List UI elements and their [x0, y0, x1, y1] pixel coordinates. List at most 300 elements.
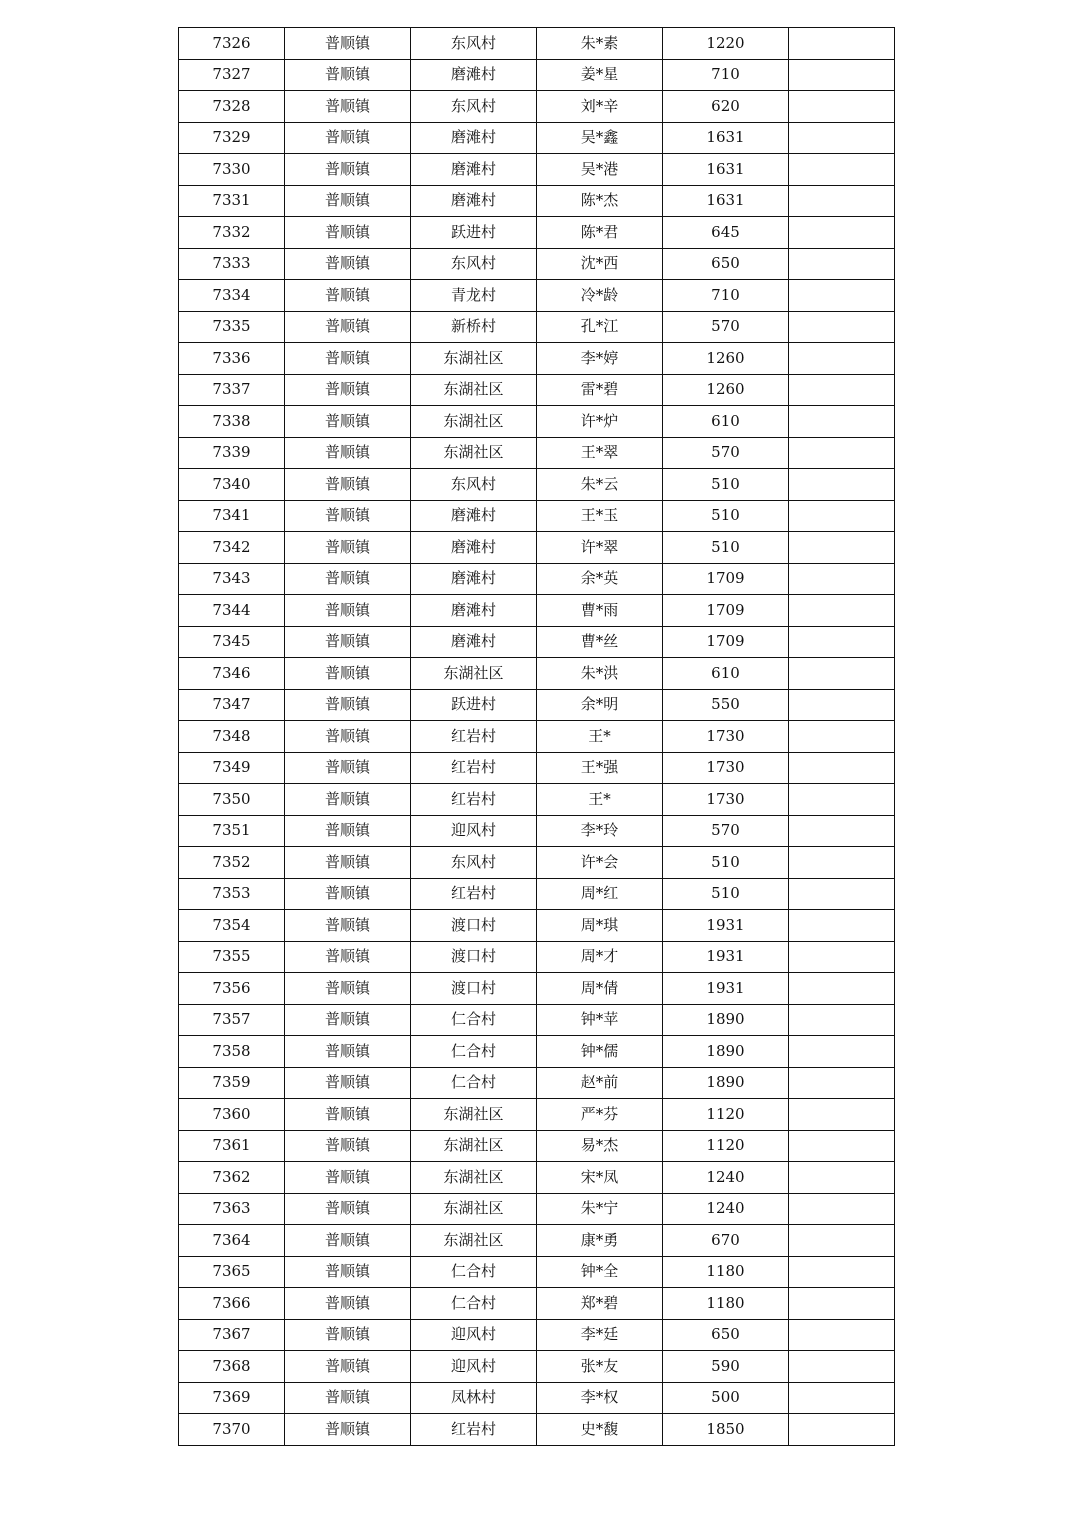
- amount-cell: 1931: [663, 910, 789, 942]
- name-cell: 周*倩: [537, 973, 663, 1005]
- village-cell: 磨滩村: [411, 595, 537, 627]
- row-number-cell: 7368: [179, 1351, 285, 1383]
- amount-cell: 510: [663, 532, 789, 564]
- town-cell: 普顺镇: [285, 1130, 411, 1162]
- village-cell: 磨滩村: [411, 185, 537, 217]
- table-row: [179, 311, 895, 343]
- table-row: [179, 122, 895, 154]
- name-cell: 周*才: [537, 941, 663, 973]
- town-cell: 普顺镇: [285, 1319, 411, 1351]
- row-number-cell: 7366: [179, 1288, 285, 1320]
- name-cell: 朱*宁: [537, 1193, 663, 1225]
- table-row: [179, 658, 895, 690]
- row-number-cell: 7328: [179, 91, 285, 123]
- row-number-cell: 7350: [179, 784, 285, 816]
- town-cell: 普顺镇: [285, 1162, 411, 1194]
- note-cell: [789, 941, 895, 973]
- amount-cell: 1931: [663, 941, 789, 973]
- note-cell: [789, 1382, 895, 1414]
- village-cell: 东湖社区: [411, 406, 537, 438]
- table-row: [179, 248, 895, 280]
- row-number-cell: 7344: [179, 595, 285, 627]
- table-row: [179, 500, 895, 532]
- table-row: [179, 91, 895, 123]
- amount-cell: 650: [663, 1319, 789, 1351]
- town-cell: 普顺镇: [285, 532, 411, 564]
- table-row: [179, 1036, 895, 1068]
- row-number-cell: 7338: [179, 406, 285, 438]
- table-row: [179, 343, 895, 375]
- amount-cell: 620: [663, 91, 789, 123]
- note-cell: [789, 815, 895, 847]
- village-cell: 东湖社区: [411, 1130, 537, 1162]
- amount-cell: 1709: [663, 563, 789, 595]
- village-cell: 东湖社区: [411, 658, 537, 690]
- row-number-cell: 7362: [179, 1162, 285, 1194]
- amount-cell: 650: [663, 248, 789, 280]
- amount-cell: 1120: [663, 1130, 789, 1162]
- amount-cell: 1631: [663, 185, 789, 217]
- name-cell: 吴*鑫: [537, 122, 663, 154]
- note-cell: [789, 1130, 895, 1162]
- table-row: [179, 1414, 895, 1446]
- amount-cell: 1931: [663, 973, 789, 1005]
- note-cell: [789, 658, 895, 690]
- table-row: [179, 1067, 895, 1099]
- amount-cell: 1240: [663, 1162, 789, 1194]
- table-row: [179, 941, 895, 973]
- note-cell: [789, 437, 895, 469]
- name-cell: 刘*辛: [537, 91, 663, 123]
- table-row: [179, 469, 895, 501]
- row-number-cell: 7330: [179, 154, 285, 186]
- town-cell: 普顺镇: [285, 406, 411, 438]
- village-cell: 渡口村: [411, 973, 537, 1005]
- amount-cell: 645: [663, 217, 789, 249]
- note-cell: [789, 973, 895, 1005]
- name-cell: 钟*苹: [537, 1004, 663, 1036]
- name-cell: 李*廷: [537, 1319, 663, 1351]
- table-row: [179, 563, 895, 595]
- amount-cell: 1180: [663, 1256, 789, 1288]
- village-cell: 迎风村: [411, 815, 537, 847]
- name-cell: 朱*云: [537, 469, 663, 501]
- town-cell: 普顺镇: [285, 689, 411, 721]
- note-cell: [789, 910, 895, 942]
- row-number-cell: 7332: [179, 217, 285, 249]
- town-cell: 普顺镇: [285, 1351, 411, 1383]
- town-cell: 普顺镇: [285, 280, 411, 312]
- town-cell: 普顺镇: [285, 626, 411, 658]
- note-cell: [789, 1351, 895, 1383]
- amount-cell: 1890: [663, 1067, 789, 1099]
- town-cell: 普顺镇: [285, 784, 411, 816]
- town-cell: 普顺镇: [285, 343, 411, 375]
- table-row: [179, 1319, 895, 1351]
- amount-cell: 1631: [663, 122, 789, 154]
- row-number-cell: 7347: [179, 689, 285, 721]
- note-cell: [789, 311, 895, 343]
- row-number-cell: 7352: [179, 847, 285, 879]
- town-cell: 普顺镇: [285, 878, 411, 910]
- village-cell: 青龙村: [411, 280, 537, 312]
- row-number-cell: 7346: [179, 658, 285, 690]
- name-cell: 张*友: [537, 1351, 663, 1383]
- row-number-cell: 7326: [179, 28, 285, 60]
- amount-cell: 1240: [663, 1193, 789, 1225]
- data-table: [178, 27, 895, 1446]
- village-cell: 磨滩村: [411, 626, 537, 658]
- village-cell: 磨滩村: [411, 532, 537, 564]
- row-number-cell: 7363: [179, 1193, 285, 1225]
- town-cell: 普顺镇: [285, 815, 411, 847]
- row-number-cell: 7358: [179, 1036, 285, 1068]
- village-cell: 仁合村: [411, 1288, 537, 1320]
- village-cell: 磨滩村: [411, 154, 537, 186]
- note-cell: [789, 878, 895, 910]
- name-cell: 周*琪: [537, 910, 663, 942]
- village-cell: 东湖社区: [411, 1162, 537, 1194]
- name-cell: 朱*洪: [537, 658, 663, 690]
- name-cell: 王*玉: [537, 500, 663, 532]
- name-cell: 宋*凤: [537, 1162, 663, 1194]
- row-number-cell: 7342: [179, 532, 285, 564]
- town-cell: 普顺镇: [285, 1288, 411, 1320]
- note-cell: [789, 752, 895, 784]
- village-cell: 东风村: [411, 847, 537, 879]
- table-row: [179, 784, 895, 816]
- town-cell: 普顺镇: [285, 973, 411, 1005]
- town-cell: 普顺镇: [285, 1256, 411, 1288]
- amount-cell: 510: [663, 847, 789, 879]
- table-row: [179, 59, 895, 91]
- row-number-cell: 7360: [179, 1099, 285, 1131]
- row-number-cell: 7341: [179, 500, 285, 532]
- table-row: [179, 280, 895, 312]
- village-cell: 仁合村: [411, 1256, 537, 1288]
- town-cell: 普顺镇: [285, 1414, 411, 1446]
- name-cell: 钟*儒: [537, 1036, 663, 1068]
- note-cell: [789, 1004, 895, 1036]
- row-number-cell: 7335: [179, 311, 285, 343]
- row-number-cell: 7348: [179, 721, 285, 753]
- name-cell: 易*杰: [537, 1130, 663, 1162]
- village-cell: 仁合村: [411, 1036, 537, 1068]
- row-number-cell: 7357: [179, 1004, 285, 1036]
- town-cell: 普顺镇: [285, 311, 411, 343]
- name-cell: 王*翠: [537, 437, 663, 469]
- village-cell: 迎风村: [411, 1351, 537, 1383]
- name-cell: 史*馥: [537, 1414, 663, 1446]
- table-row: [179, 910, 895, 942]
- village-cell: 东湖社区: [411, 437, 537, 469]
- amount-cell: 590: [663, 1351, 789, 1383]
- note-cell: [789, 689, 895, 721]
- table-row: [179, 1288, 895, 1320]
- row-number-cell: 7327: [179, 59, 285, 91]
- village-cell: 磨滩村: [411, 122, 537, 154]
- village-cell: 东风村: [411, 28, 537, 60]
- table-row: [179, 1256, 895, 1288]
- town-cell: 普顺镇: [285, 752, 411, 784]
- name-cell: 沈*西: [537, 248, 663, 280]
- village-cell: 磨滩村: [411, 500, 537, 532]
- note-cell: [789, 595, 895, 627]
- amount-cell: 1220: [663, 28, 789, 60]
- name-cell: 雷*碧: [537, 374, 663, 406]
- note-cell: [789, 1193, 895, 1225]
- row-number-cell: 7349: [179, 752, 285, 784]
- town-cell: 普顺镇: [285, 1004, 411, 1036]
- town-cell: 普顺镇: [285, 437, 411, 469]
- note-cell: [789, 500, 895, 532]
- table-row: [179, 1130, 895, 1162]
- name-cell: 许*炉: [537, 406, 663, 438]
- village-cell: 渡口村: [411, 910, 537, 942]
- note-cell: [789, 343, 895, 375]
- town-cell: 普顺镇: [285, 217, 411, 249]
- row-number-cell: 7359: [179, 1067, 285, 1099]
- note-cell: [789, 563, 895, 595]
- table-row: [179, 406, 895, 438]
- amount-cell: 1709: [663, 626, 789, 658]
- row-number-cell: 7365: [179, 1256, 285, 1288]
- note-cell: [789, 1225, 895, 1257]
- row-number-cell: 7370: [179, 1414, 285, 1446]
- row-number-cell: 7361: [179, 1130, 285, 1162]
- note-cell: [789, 28, 895, 60]
- amount-cell: 1260: [663, 343, 789, 375]
- town-cell: 普顺镇: [285, 1193, 411, 1225]
- note-cell: [789, 847, 895, 879]
- amount-cell: 1850: [663, 1414, 789, 1446]
- village-cell: 仁合村: [411, 1067, 537, 1099]
- table-row: [179, 28, 895, 60]
- amount-cell: 1730: [663, 752, 789, 784]
- table-row: [179, 815, 895, 847]
- table-row: [179, 752, 895, 784]
- table-row: [179, 437, 895, 469]
- amount-cell: 570: [663, 311, 789, 343]
- village-cell: 红岩村: [411, 878, 537, 910]
- note-cell: [789, 1162, 895, 1194]
- town-cell: 普顺镇: [285, 500, 411, 532]
- note-cell: [789, 1036, 895, 1068]
- name-cell: 王*强: [537, 752, 663, 784]
- table-row: [179, 374, 895, 406]
- table-row: [179, 1351, 895, 1383]
- village-cell: 新桥村: [411, 311, 537, 343]
- table-row: [179, 973, 895, 1005]
- amount-cell: 550: [663, 689, 789, 721]
- village-cell: 渡口村: [411, 941, 537, 973]
- note-cell: [789, 1256, 895, 1288]
- amount-cell: 710: [663, 280, 789, 312]
- name-cell: 姜*星: [537, 59, 663, 91]
- town-cell: 普顺镇: [285, 28, 411, 60]
- name-cell: 陈*君: [537, 217, 663, 249]
- town-cell: 普顺镇: [285, 658, 411, 690]
- note-cell: [789, 469, 895, 501]
- town-cell: 普顺镇: [285, 154, 411, 186]
- row-number-cell: 7334: [179, 280, 285, 312]
- table-row: [179, 154, 895, 186]
- note-cell: [789, 784, 895, 816]
- amount-cell: 570: [663, 437, 789, 469]
- row-number-cell: 7333: [179, 248, 285, 280]
- note-cell: [789, 185, 895, 217]
- row-number-cell: 7354: [179, 910, 285, 942]
- amount-cell: 1260: [663, 374, 789, 406]
- village-cell: 东风村: [411, 248, 537, 280]
- town-cell: 普顺镇: [285, 721, 411, 753]
- name-cell: 陈*杰: [537, 185, 663, 217]
- table-row: [179, 626, 895, 658]
- note-cell: [789, 122, 895, 154]
- name-cell: 李*玲: [537, 815, 663, 847]
- amount-cell: 500: [663, 1382, 789, 1414]
- amount-cell: 1631: [663, 154, 789, 186]
- village-cell: 东湖社区: [411, 374, 537, 406]
- note-cell: [789, 154, 895, 186]
- village-cell: 红岩村: [411, 752, 537, 784]
- town-cell: 普顺镇: [285, 248, 411, 280]
- table-row: [179, 721, 895, 753]
- note-cell: [789, 532, 895, 564]
- name-cell: 李*权: [537, 1382, 663, 1414]
- name-cell: 周*红: [537, 878, 663, 910]
- row-number-cell: 7356: [179, 973, 285, 1005]
- row-number-cell: 7340: [179, 469, 285, 501]
- name-cell: 钟*全: [537, 1256, 663, 1288]
- amount-cell: 1890: [663, 1036, 789, 1068]
- amount-cell: 610: [663, 658, 789, 690]
- note-cell: [789, 1319, 895, 1351]
- amount-cell: 1180: [663, 1288, 789, 1320]
- note-cell: [789, 721, 895, 753]
- amount-cell: 610: [663, 406, 789, 438]
- name-cell: 冷*龄: [537, 280, 663, 312]
- village-cell: 迎风村: [411, 1319, 537, 1351]
- table-row: [179, 878, 895, 910]
- note-cell: [789, 59, 895, 91]
- village-cell: 凤林村: [411, 1382, 537, 1414]
- village-cell: 跃进村: [411, 217, 537, 249]
- table-row: [179, 847, 895, 879]
- town-cell: 普顺镇: [285, 469, 411, 501]
- row-number-cell: 7343: [179, 563, 285, 595]
- note-cell: [789, 374, 895, 406]
- amount-cell: 510: [663, 878, 789, 910]
- note-cell: [789, 217, 895, 249]
- table-body: [179, 28, 895, 1446]
- town-cell: 普顺镇: [285, 185, 411, 217]
- row-number-cell: 7336: [179, 343, 285, 375]
- name-cell: 康*勇: [537, 1225, 663, 1257]
- table-row: [179, 595, 895, 627]
- town-cell: 普顺镇: [285, 941, 411, 973]
- village-cell: 跃进村: [411, 689, 537, 721]
- table-row: [179, 217, 895, 249]
- amount-cell: 710: [663, 59, 789, 91]
- note-cell: [789, 248, 895, 280]
- town-cell: 普顺镇: [285, 59, 411, 91]
- town-cell: 普顺镇: [285, 1099, 411, 1131]
- amount-cell: 1730: [663, 721, 789, 753]
- name-cell: 王*: [537, 721, 663, 753]
- town-cell: 普顺镇: [285, 1036, 411, 1068]
- amount-cell: 510: [663, 469, 789, 501]
- note-cell: [789, 1099, 895, 1131]
- town-cell: 普顺镇: [285, 1382, 411, 1414]
- village-cell: 红岩村: [411, 1414, 537, 1446]
- amount-cell: 670: [663, 1225, 789, 1257]
- town-cell: 普顺镇: [285, 122, 411, 154]
- village-cell: 东湖社区: [411, 1099, 537, 1131]
- note-cell: [789, 1288, 895, 1320]
- town-cell: 普顺镇: [285, 1067, 411, 1099]
- note-cell: [789, 406, 895, 438]
- name-cell: 许*翠: [537, 532, 663, 564]
- name-cell: 吴*港: [537, 154, 663, 186]
- row-number-cell: 7331: [179, 185, 285, 217]
- note-cell: [789, 626, 895, 658]
- name-cell: 曹*丝: [537, 626, 663, 658]
- name-cell: 朱*素: [537, 28, 663, 60]
- table-row: [179, 1382, 895, 1414]
- table-row: [179, 532, 895, 564]
- name-cell: 郑*碧: [537, 1288, 663, 1320]
- village-cell: 东风村: [411, 469, 537, 501]
- name-cell: 曹*雨: [537, 595, 663, 627]
- name-cell: 王*: [537, 784, 663, 816]
- town-cell: 普顺镇: [285, 1225, 411, 1257]
- town-cell: 普顺镇: [285, 910, 411, 942]
- table-row: [179, 1162, 895, 1194]
- town-cell: 普顺镇: [285, 563, 411, 595]
- amount-cell: 1730: [663, 784, 789, 816]
- row-number-cell: 7339: [179, 437, 285, 469]
- row-number-cell: 7353: [179, 878, 285, 910]
- name-cell: 严*芬: [537, 1099, 663, 1131]
- name-cell: 余*英: [537, 563, 663, 595]
- row-number-cell: 7345: [179, 626, 285, 658]
- row-number-cell: 7355: [179, 941, 285, 973]
- table-row: [179, 1099, 895, 1131]
- village-cell: 东风村: [411, 91, 537, 123]
- row-number-cell: 7369: [179, 1382, 285, 1414]
- village-cell: 磨滩村: [411, 59, 537, 91]
- note-cell: [789, 1414, 895, 1446]
- village-cell: 东湖社区: [411, 343, 537, 375]
- village-cell: 仁合村: [411, 1004, 537, 1036]
- row-number-cell: 7364: [179, 1225, 285, 1257]
- table-row: [179, 1004, 895, 1036]
- note-cell: [789, 280, 895, 312]
- name-cell: 余*明: [537, 689, 663, 721]
- table-row: [179, 1193, 895, 1225]
- table-row: [179, 689, 895, 721]
- amount-cell: 1890: [663, 1004, 789, 1036]
- name-cell: 孔*江: [537, 311, 663, 343]
- note-cell: [789, 1067, 895, 1099]
- town-cell: 普顺镇: [285, 595, 411, 627]
- row-number-cell: 7329: [179, 122, 285, 154]
- name-cell: 许*会: [537, 847, 663, 879]
- row-number-cell: 7337: [179, 374, 285, 406]
- name-cell: 赵*前: [537, 1067, 663, 1099]
- village-cell: 磨滩村: [411, 563, 537, 595]
